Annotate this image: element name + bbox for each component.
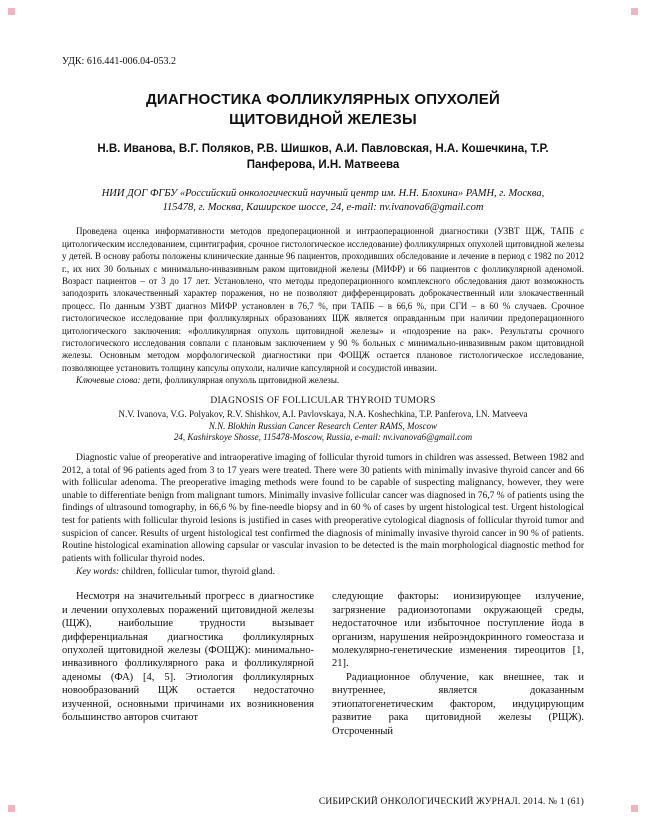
- authors-en: N.V. Ivanova, V.G. Polyakov, R.V. Shishkov, A.I. Pavlovskaya, N.A. Koshechkina, T.P. Panferova, I.N. Matveeva: [118, 408, 528, 419]
- keywords-en: [62, 566, 584, 579]
- udc-code: УДК: 616.441-006.04-053.2: [62, 56, 176, 67]
- body-column-right: [332, 590, 584, 738]
- english-header: [62, 396, 584, 444]
- corner-mark-bottom-left: [8, 805, 15, 812]
- body-right-paragraph-1: следующие факторы: ионизирующее излучение, загрязнение радиоизотопами окружающей среды, недостаточное или избыточное поступление йода в организм, нарушения нейроэндокринного гомеостаза и молекулярно-генетические изменения тиреоцитов [1, 21].: [332, 591, 584, 670]
- affiliation-en-line2: 24, Kashirskoye Shosse, 115478-Moscow, Russia, e-mail: nv.ivanova6@gmail.com: [173, 432, 473, 443]
- keywords-en-label: Key words:: [76, 566, 120, 577]
- body-right-paragraph-2: Радиационное облучение, как внешнее, так и внутреннее, является доказанным этиопатогенетическим фактором, индуцирующим развитие рака щитовидной железы (РЩЖ). Отсроченный: [332, 671, 584, 737]
- authors-ru: Н.В. Иванова, В.Г. Поляков, Р.В. Шишков, А.И. Павловская, Н.А. Кошечкина, Т.Р. Панферова, И.Н. Матвеева: [97, 143, 549, 171]
- affiliation-ru-line2: 115478, г. Москва, Каширское шоссе, 24, e-mail: nv.ivanova6@gmail.com: [162, 201, 484, 213]
- corner-mark-bottom-right: [631, 805, 638, 812]
- body-column-left: [62, 590, 314, 738]
- body-columns: [62, 590, 584, 738]
- abstract-ru-text: Проведена оценка информативности методов предоперационной и интраоперационной диагностики (УЗВТ ЩЖ, ТАПБ с цитологическим исследованием, сцинтиграфия, срочное гистологическое исследование) фолликулярных опухолей щитовидной железы у детей. В основу работы положены клинические данные 96 пациентов, проходивших обследование и лечение в период с 1982 по 2012 г., их них 30 больных с минимально-инвазивным раком щитовидной железы (МИФР) и 66 пациентов с фолликулярной аденомой. Возраст пациентов – от 3 до 17 лет. Установлено, что методы предоперационного комплексного обследования дают возможность заподозрить злокачественный характер поражения, но не позволяют дифференцировать доброкачественный или злокачественный процесс. По данным УЗВТ диагноз МИФР установлен в 76,7 %, при ТАПБ – в 66,6 %, при СГИ – в 60 % случаев. Срочное гистологическое исследование при фолликулярных образованиях ЩЖ является оправданным при наличии предоперационного цитологического заключения: «фолликулярная опухоль щитовидной железы» и «подозрение на рак». Результаты срочного гистологического исследования совпали с плановым заключением у 90 % больных с минимально-инвазивным раком щитовидной железы. Основным методом морфологической диагностики при ФОЩЖ остается плановое гистологическое исследование, позволяющее установить толщину капсулы опухоли, наличие капсулярной и сосудистой инвазии.: [62, 226, 584, 373]
- abstract-en-text: Diagnostic value of preoperative and intraoperative imaging of follicular thyroid tumors in children was assessed. Between 1982 and 2012, a total of 96 patients aged from 3 to 17 years were treated. There were 30 patients with minimally invasive thyroid cancer and 66 with follicular adenoma. The preoperative imaging methods were found to be capable of suspecting malignancy, however, they were unable to differentiate benign from malignant tumors. Minimally invasive follicular cancer was diagnosed in 76,7 % of patients using the findings of ultrasound tomography, in 66,6 % by fine-needle biopsy and in 60 % of cases by urgent histological test. Urgent histological test for patients with follicular thyroid lesions is justified in cases with preoperative cytological diagnosis of follicular thyroid tumor and suspicion of cancer. Results of urgent histological test confirmed the diagnosis of minimally invasive thyroid cancer in 90 % of patients. Routine histological examination allowing capsular or vascular invasion to be detected is the main morphological diagnostic method for patients with follicular thyroid nodes.: [62, 452, 584, 564]
- affiliation-en: [62, 421, 584, 444]
- abstract-en: [62, 452, 584, 578]
- body-left-paragraph: Несмотря на значительный прогресс в диагностике и лечении опухолевых поражений щитовидной железы (ЩЖ), наибольшие трудности вызывает дифференциальная диагностика фолликулярных опухолей щитовидной железы (ФОЩЖ): минимально-инвазивного фолликулярного рака и фолликулярной аденомы (ФА) [4, 5]. Этиология фолликулярных новообразований ЩЖ остается недостаточно изученной, основными причинами их возникновения большинство авторов считают: [62, 591, 314, 724]
- keywords-ru-text: дети, фолликулярная опухоль щитовидной железы.: [142, 375, 340, 386]
- keywords-ru-label: Ключевые слова:: [76, 375, 141, 386]
- paper-title-ru: ДИАГНОСТИКА ФОЛЛИКУЛЯРНЫХ ОПУХОЛЕЙ ЩИТОВИДНОЙ ЖЕЛЕЗЫ: [146, 91, 500, 128]
- paper-title-en: DIAGNOSIS OF FOLLICULAR THYROID TUMORS: [210, 395, 436, 406]
- abstract-ru: [62, 225, 584, 386]
- affiliation-ru: [62, 187, 584, 214]
- affiliation-en-line1: N.N. Blokhin Russian Cancer Research Center RAMS, Moscow: [208, 420, 438, 431]
- corner-mark-top-left: [8, 8, 15, 15]
- affiliation-ru-line1: НИИ ДОГ ФГБУ «Российский онкологический научный центр им. Н.Н. Блохина» РАМН, г. Москва,: [101, 188, 545, 200]
- corner-mark-top-right: [631, 8, 638, 15]
- keywords-ru: [62, 374, 584, 386]
- journal-footer: СИБИРСКИЙ ОНКОЛОГИЧЕСКИЙ ЖУРНАЛ. 2014. № 1 (61): [318, 797, 584, 807]
- keywords-en-text: children, follicular tumor, thyroid gland.: [121, 566, 275, 577]
